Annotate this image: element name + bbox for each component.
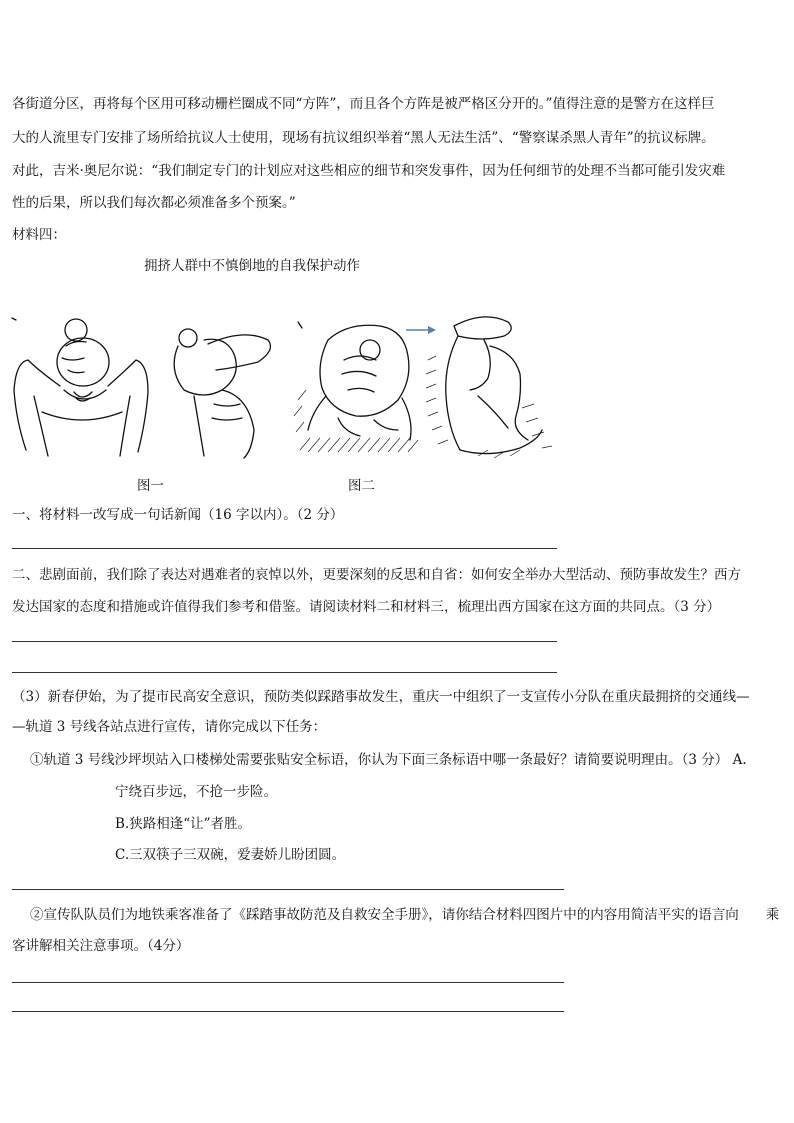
answer-line-q3-1[interactable] [12, 889, 564, 890]
posture-arms-protect-head [174, 329, 270, 458]
posture-sitting-curled [426, 317, 552, 458]
paragraph-line-1: 各街道分区，再将每个区用可移动栅栏圈成不同“方阵”，而且各个方阵是被严格区分开的。”值得注意的是警方在这样巨 [12, 96, 715, 112]
answer-line-q2-2[interactable] [12, 672, 557, 673]
figure-1-caption: 图一 [137, 478, 164, 494]
answer-line-q3-2-1[interactable] [12, 982, 564, 983]
option-a: 宁绕百步远，不抢一步险。 [115, 784, 277, 800]
self-protection-illustration [8, 300, 568, 465]
question-3-2-line-1: ②宣传队队员们为地铁乘客准备了《踩踏事故防范及自救安全手册》，请你结合材料四图片中的内容用简洁平实的语言向 乘 [30, 907, 780, 923]
posture-hands-behind-neck [14, 319, 148, 456]
answer-line-q3-2-2[interactable] [12, 1011, 564, 1012]
figure-title: 拥挤人群中不慎倒地的自我保护动作 [144, 258, 360, 274]
option-b: B.狭路相逢“让”者胜。 [115, 816, 252, 832]
question-2-line-2: 发达国家的态度和措施或许值得我们参考和借鉴。请阅读材料二和材料三，梳理出西方国家在这方面的共同点。（3 分） [12, 599, 721, 615]
posture-curled-on-ground [294, 325, 418, 452]
arrow-indicator [406, 326, 436, 334]
question-3-2-line-2: 客讲解相关注意事项。（4分） [12, 938, 190, 954]
question-2-line-1: 二、悲剧面前，我们除了表达对遇难者的哀悼以外，更要深刻的反思和自省：如何安全举办大型活动、预防事故发生？西方 [12, 567, 741, 583]
question-3-line-1: （3）新春伊始，为了提市民高安全意识，预防类似踩踏事故发生，重庆一中组织了一支宣传小分队在重庆最拥挤的交通线— [12, 689, 750, 705]
answer-line-q2-1[interactable] [12, 641, 557, 642]
question-3-1: ①轨道 3 号线沙坪坝站入口楼梯处需要张贴安全标语，你认为下面三条标语中哪一条最好？请简要说明理由。（3 分） A. [30, 752, 747, 768]
material4-label: 材料四： [12, 227, 66, 243]
figure-2-caption: 图二 [348, 478, 375, 494]
answer-line-q1[interactable] [12, 548, 557, 549]
question-3-line-2: —轨道 3 号线各站点进行宣传，请你完成以下任务： [12, 719, 327, 735]
option-c: C.三双筷子三双碗，爱妻娇儿盼团圆。 [115, 847, 346, 863]
paragraph-line-2: 大的人流里专门安排了场所给抗议人士使用，现场有抗议组织举着“黑人无法生活”、“警察谋杀黑人青年”的抗议标牌。 [12, 130, 715, 146]
paragraph-line-4: 性的后果，所以我们每次都必须准备多个预案。” [12, 195, 296, 211]
question-1: 一、将材料一改写成一句话新闻（16 字以内）。（2 分） [12, 507, 344, 523]
paragraph-line-3: 对此，吉米·奥尼尔说：“我们制定专门的计划应对这些相应的细节和突发事件，因为任何细节的处理不当都可能引发灾难 [12, 163, 726, 179]
